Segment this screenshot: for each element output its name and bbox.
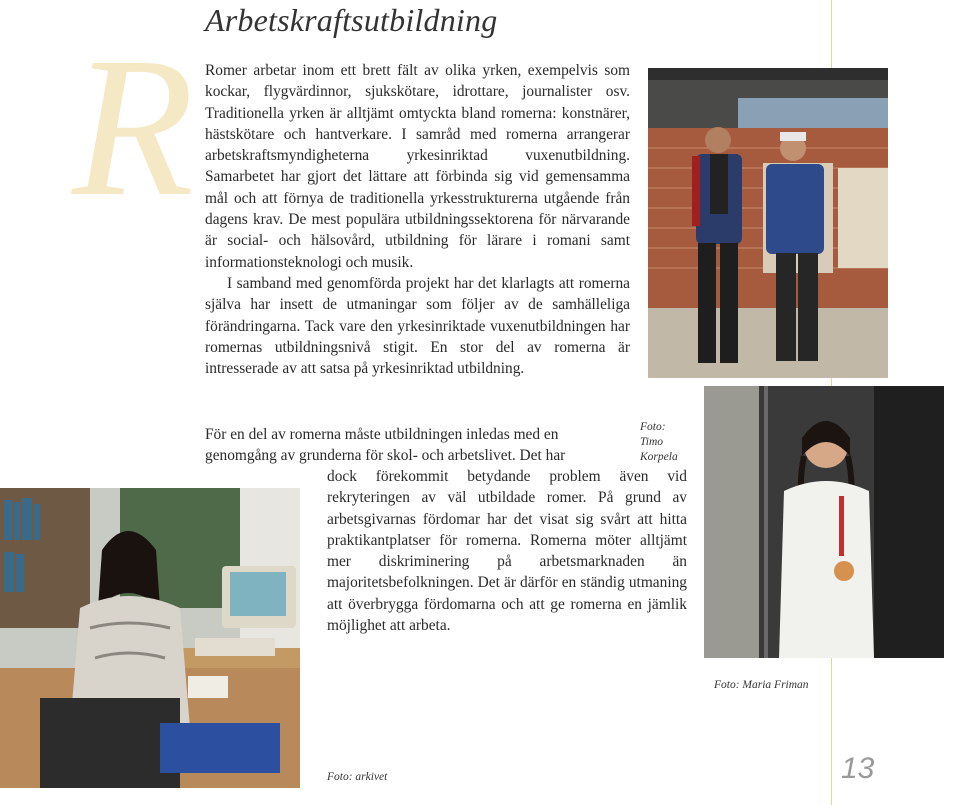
article-body-middle bbox=[205, 424, 633, 467]
paragraph-2-middle: För en del av romerna måste utbildningen inledas med en genomgång av grunderna för skol- och arbetslivet. Det har bbox=[205, 426, 566, 465]
page-number: 13 bbox=[841, 752, 875, 785]
caption-timo-korpela: Foto: Timo Korpela bbox=[640, 421, 678, 463]
decorative-dropcap: R bbox=[72, 17, 195, 238]
paragraph-1: Romer arbetar inom ett brett fält av olika yrken, exempelvis som kockar, flygvärdinnor, sjukskötare, idrottare, journalister osv. Traditionella yrken är alltjämt omtyckta bland romerna: konstnärer, hästskötare och hantverkare. I samråd med romerna arrangerar arbetskraftsmyndigheterna yrkesinriktad vuxenutbildning. Samarbetet har gjort det lättare att förbinda sig vid gemensamma mål och att förnya de traditionella yrkesstrukturerna utgående från dagens krav. De mest populära utbildningssektorena för närvarande är social- och hälsovård, utbildning för lärare i romani samt informationsteknologi och musik. bbox=[205, 62, 630, 271]
caption-maria-friman: Foto: Maria Friman bbox=[714, 679, 809, 691]
article-body-lower bbox=[327, 466, 687, 636]
photo-office-woman bbox=[0, 488, 300, 788]
paragraph-2-end: dock förekommit betydande problem även vid rekryteringen av väl utbildade romer. På grund av arbetsgivarnas fördomar har det visat sig svårt att hitta praktikantplatser för romerna. Romerna möter alltjämt mer diskriminering på arbetsmarknaden än majoritetsbefolkningen. Det är därför en ständig utmaning att överbrygga fördomarna och att ge romerna en jämlik möjlighet att arbeta. bbox=[327, 468, 687, 635]
paragraph-2-start: I samband med genomförda projekt har det klarlagts att romerna själva har insett de utmaningar som följer av de samhälleliga förändringarna. Tack vare den yrkesinriktade vuxenutbildningen har romernas utbildningsnivå stigit. En stor del av romerna är intresserade av att satsa på yrkesinriktad utbildning. bbox=[205, 274, 630, 378]
page-title: Arbetskraftsutbildning bbox=[205, 2, 498, 38]
caption-arkivet: Foto: arkivet bbox=[327, 771, 388, 783]
photo-nurse bbox=[704, 386, 944, 658]
photo-two-men bbox=[648, 68, 888, 378]
article-body-upper bbox=[205, 60, 630, 379]
